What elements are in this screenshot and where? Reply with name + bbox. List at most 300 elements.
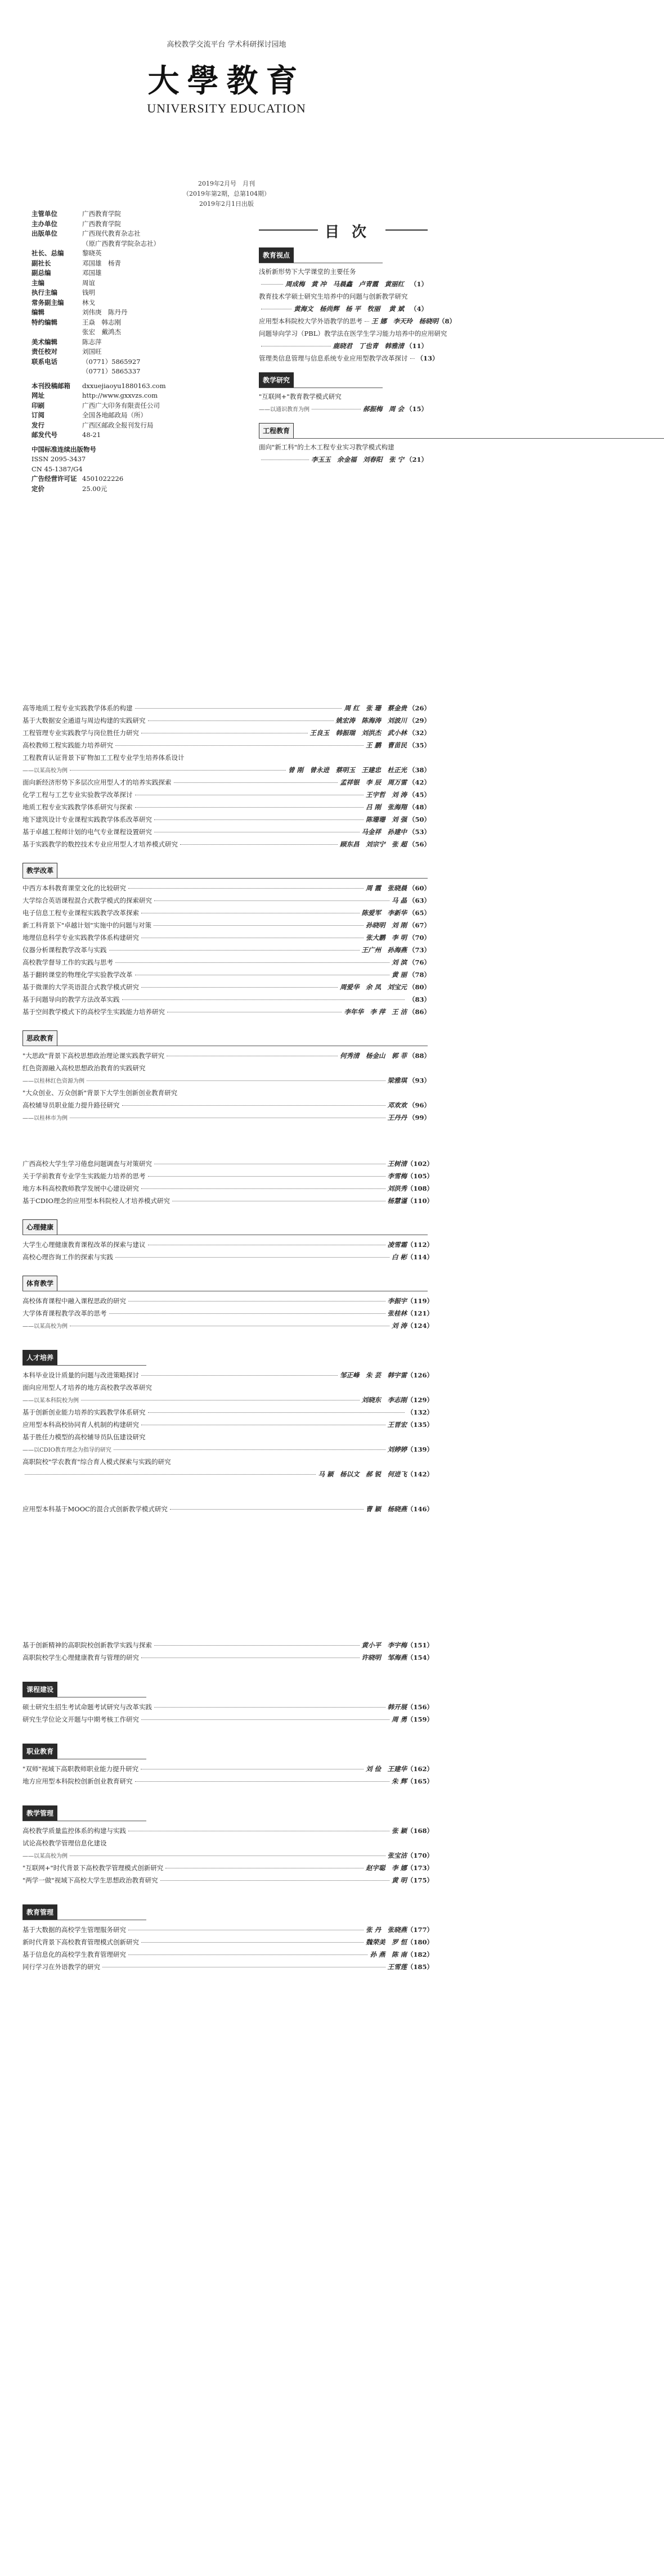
toc-entry-page: （86） bbox=[408, 1008, 430, 1016]
leader-dots bbox=[115, 1257, 389, 1258]
toc-entry-page: （165） bbox=[407, 1777, 434, 1785]
toc-entry-author: 凌雪霜 bbox=[387, 1241, 407, 1249]
toc-entry-page: （78） bbox=[408, 971, 430, 979]
toc-entry-page: （185） bbox=[407, 1963, 434, 1971]
toc-entry-page: （8） bbox=[438, 317, 456, 325]
toc-entry-page: （126） bbox=[407, 1371, 434, 1379]
toc-entry-author: 陈爱军 李新华 bbox=[361, 909, 407, 917]
toc-entry-author: 曹 颖 杨晓燕 bbox=[365, 1505, 407, 1513]
toc-entry-page: （114） bbox=[407, 1253, 434, 1261]
masthead-row bbox=[32, 249, 200, 259]
toc-entry[interactable] bbox=[23, 839, 430, 849]
toc-entry-title: 地方本科高校教师教学发展中心建设研究 bbox=[23, 1185, 139, 1192]
toc-entry-title: 基于创新精神的高职院校创新教学实践与探索 bbox=[23, 1641, 152, 1649]
toc-entry-author: 李振宇 bbox=[387, 1297, 407, 1305]
toc-entry-title: 化学工程与工艺专业实验教学改革探讨 bbox=[23, 791, 133, 799]
toc-entry[interactable] bbox=[259, 404, 428, 414]
masthead-value: 刘国旺 bbox=[82, 348, 102, 355]
masthead-label: 特约编辑 bbox=[32, 318, 57, 326]
section-tag: 教学研究 bbox=[259, 372, 294, 388]
toc-entry[interactable] bbox=[23, 1051, 430, 1061]
toc-entry-title: 本科毕业设计质量的问题与改进策略探讨 bbox=[23, 1371, 139, 1379]
toc-entry[interactable] bbox=[259, 279, 428, 289]
toc-entry[interactable] bbox=[259, 291, 428, 301]
section-tag: 课程建设 bbox=[23, 1682, 57, 1697]
toc-entry-author: 马 晶 bbox=[391, 897, 407, 904]
masthead-label: 责任校对 bbox=[32, 348, 57, 355]
toc-entry[interactable] bbox=[23, 994, 430, 1005]
masthead-value: 林戈 bbox=[82, 298, 95, 307]
toc-entry-author: 曾 刚 曾永进 蔡明玉 王建忠 杜正光 bbox=[288, 766, 407, 774]
toc-entry[interactable] bbox=[23, 1159, 434, 1169]
journal-title-en: UNIVERSITY EDUCATION bbox=[147, 101, 306, 115]
toc-entry-author: 黄 明 bbox=[391, 1876, 407, 1884]
leader-dots bbox=[109, 1313, 385, 1314]
leader-dots bbox=[25, 1474, 316, 1475]
toc-entry[interactable] bbox=[23, 802, 430, 812]
toc-entry-page: （112） bbox=[407, 1241, 434, 1249]
issue-line: 2019年2月1日出版 bbox=[199, 200, 254, 208]
toc-entry[interactable] bbox=[259, 316, 456, 326]
toc-entry-page: （135） bbox=[407, 1421, 434, 1429]
toc-entry-title: 基于CDIO理念的应用型本科院校人才培养模式研究 bbox=[23, 1197, 170, 1205]
toc-entry-author: 王 鹏 曹苗民 bbox=[365, 741, 407, 749]
toc-entry-title: 新工科背景下"卓越计划"实施中的问题与对策 bbox=[23, 921, 152, 929]
masthead-row bbox=[32, 381, 200, 391]
toc-entry-author: 李年华 李 萍 王 洁 bbox=[344, 1008, 407, 1016]
toc-entry[interactable] bbox=[259, 442, 428, 452]
masthead-row bbox=[32, 278, 200, 289]
masthead-label: 美术编辑 bbox=[32, 337, 57, 346]
toc-entry[interactable] bbox=[23, 933, 430, 943]
toc-entry-page: （60） bbox=[408, 884, 430, 892]
masthead-value: 全国各地邮政局（所） bbox=[82, 411, 147, 419]
ad-license-row bbox=[32, 474, 200, 484]
leader-dots bbox=[154, 1707, 385, 1708]
toc-entry-page: （154） bbox=[407, 1654, 434, 1661]
toc-entry-author: 鹿晓君 丁也青 韩雅清 bbox=[333, 342, 404, 350]
toc-entry-page: （76） bbox=[408, 958, 430, 966]
toc-entry[interactable] bbox=[23, 790, 430, 800]
toc-entry-author: 杨慧谨 bbox=[387, 1197, 407, 1205]
toc-entry-page: （88） bbox=[408, 1052, 430, 1060]
toc-entry-title: 大学体育课程教学改革的思考 bbox=[23, 1309, 107, 1317]
toc-entry[interactable] bbox=[23, 1075, 430, 1086]
toc-entry-page: （182） bbox=[407, 1951, 434, 1958]
toc-entry[interactable] bbox=[23, 1444, 434, 1454]
toc-entry-title: ——以某高校为例 bbox=[23, 768, 68, 774]
toc-entry-title: 基于实践教学的数控技术专业应用型人才培养模式研究 bbox=[23, 840, 178, 848]
toc-entry-page: （146） bbox=[407, 1505, 434, 1513]
toc-entry[interactable] bbox=[23, 1850, 434, 1861]
toc-entry-author: 黄海文 杨尚辉 杨 平 牧丽 黄 斌 bbox=[293, 305, 404, 313]
toc-entry-author: 马金祥 孙建中 bbox=[361, 828, 407, 836]
toc-entry-title: 大学综合英语课程混合式教学模式的探索研究 bbox=[23, 897, 152, 904]
toc-entry[interactable] bbox=[23, 895, 430, 906]
masthead-label: 副社长 bbox=[32, 259, 51, 267]
toc-entry[interactable] bbox=[23, 1063, 430, 1073]
toc-entry-title: 工程管理专业实践教学与岗位胜任力研究 bbox=[23, 729, 139, 737]
toc-entry-title: 高职院校学生心理健康教育与管理的研究 bbox=[23, 1654, 139, 1661]
toc-entry[interactable] bbox=[23, 1100, 430, 1110]
toc-entry-author: 王广州 孙海燕 bbox=[361, 946, 407, 954]
toc-entry[interactable] bbox=[23, 1171, 434, 1181]
toc-entry[interactable] bbox=[23, 1395, 434, 1405]
toc-entry-author: 张 丹 张晓燕 bbox=[365, 1926, 407, 1934]
toc-entry-page: （35） bbox=[408, 741, 430, 749]
toc-entry-author: 白 彬 bbox=[391, 1253, 407, 1261]
toc-entry-title: 基于翻转课堂的物理化学实验教学改革 bbox=[23, 971, 133, 979]
masthead-label: 主管单位 bbox=[32, 210, 57, 218]
toc-entry[interactable] bbox=[23, 1321, 434, 1331]
toc-entry[interactable] bbox=[259, 267, 428, 277]
toc-entry[interactable] bbox=[23, 728, 430, 738]
toc-entry-title: 高校心理咨询工作的探索与实践 bbox=[23, 1253, 113, 1261]
toc-entry[interactable] bbox=[23, 1640, 434, 1650]
toc-entry-title: 研究生学位论文开题与中期考核工作研究 bbox=[23, 1715, 139, 1723]
toc-entry-page: （11） bbox=[405, 342, 428, 350]
leader-dots bbox=[160, 1880, 389, 1881]
toc-entry[interactable] bbox=[259, 341, 428, 351]
toc-entry[interactable] bbox=[23, 1308, 434, 1318]
toc-entry[interactable] bbox=[23, 1113, 430, 1123]
leader-dots bbox=[141, 987, 338, 988]
toc-entry-title: 高等地质工程专业实践教学体系的构建 bbox=[23, 704, 133, 712]
toc-entry-title: 应用型本科高校协同育人机制的构建研究 bbox=[23, 1421, 139, 1429]
toc-entry-page: （53） bbox=[408, 828, 430, 836]
toc-entry[interactable] bbox=[23, 1925, 434, 1935]
masthead-label: 网址 bbox=[32, 391, 44, 399]
section-tag: 职业教育 bbox=[23, 1744, 57, 1759]
toc-entry[interactable] bbox=[23, 1863, 434, 1873]
toc-entry-author: 孙晓明 刘 刚 bbox=[365, 921, 407, 929]
toc-entry-title: 仪器分析课程教学改革与实践 bbox=[23, 946, 107, 954]
leader-dots bbox=[154, 819, 364, 820]
toc-entry-author: 梁雅琪 bbox=[387, 1077, 407, 1084]
toc-entry-author: 顾东昌 刘宗宁 张 超 bbox=[339, 840, 407, 848]
masthead-label bbox=[32, 367, 82, 377]
toc-entry-page: （151） bbox=[407, 1641, 434, 1649]
toc-entry-author: 郝振梅 周 会 bbox=[362, 405, 404, 413]
masthead-value: 广西现代教育杂志社 bbox=[82, 229, 141, 237]
toc-entry-title: 地质工程专业实践教学体系研究与探索 bbox=[23, 803, 133, 811]
toc-entry[interactable] bbox=[23, 1838, 430, 1848]
toc-entry-page: （67） bbox=[408, 921, 430, 929]
toc-entry-title: 大学生心理健康教育课程改革的探索与建议 bbox=[23, 1241, 146, 1249]
toc-entry[interactable] bbox=[23, 1702, 434, 1712]
masthead-label: 邮发代号 bbox=[32, 431, 57, 439]
section-tag: 人才培养 bbox=[23, 1350, 57, 1366]
toc-entry[interactable] bbox=[23, 765, 430, 775]
masthead-value: 广西广大印务有限责任公司 bbox=[82, 401, 160, 409]
section-tag: 教育视点 bbox=[259, 247, 294, 263]
toc-entry-title: 浅析新形势下大学课堂的主要任务 bbox=[259, 268, 356, 276]
toc-entry[interactable] bbox=[23, 1432, 430, 1442]
toc-entry[interactable] bbox=[23, 740, 430, 750]
masthead-label: 出版单位 bbox=[32, 229, 57, 237]
toc-entry[interactable] bbox=[259, 391, 428, 402]
toc-entry[interactable] bbox=[23, 1420, 434, 1430]
toc-entry-author: 黄小平 李宇梅 bbox=[361, 1641, 407, 1649]
toc-entry-author: 刘 涛 bbox=[391, 1322, 407, 1330]
toc-entry-page: （70） bbox=[408, 934, 430, 942]
toc-entry[interactable] bbox=[23, 982, 430, 992]
toc-entry-author: 刘 俭 王建华 bbox=[365, 1765, 407, 1773]
masthead-value: 黎晓英 bbox=[82, 249, 102, 257]
toc-entry[interactable] bbox=[23, 970, 430, 980]
toc-entry-page: （73） bbox=[408, 946, 430, 954]
toc-entry-title: ——以桂林市为例 bbox=[23, 1115, 68, 1122]
toc-entry-title: 问题导向学习（PBL）教学法在医学生学习能力培养中的应用研究 bbox=[259, 330, 447, 337]
toc-entry-title: "互联网+"时代背景下高校教学管理模式创新研究 bbox=[23, 1864, 164, 1872]
masthead-label: 主编 bbox=[32, 278, 44, 287]
toc-entry-title: 红色资源融入高校思想政治教育的实践研究 bbox=[23, 1064, 146, 1072]
toc-entry-page: （142） bbox=[407, 1470, 434, 1478]
masthead-label: 主办单位 bbox=[32, 219, 57, 228]
issue-line: （2019年第2期，总第104期） bbox=[183, 190, 270, 197]
price-row bbox=[32, 484, 200, 494]
masthead-value: （原广西教育学院杂志社） bbox=[82, 239, 160, 247]
toc-entry-page: （99） bbox=[408, 1114, 430, 1122]
toc-entry-page: （21） bbox=[405, 456, 428, 463]
leader-dots bbox=[135, 708, 342, 709]
toc-entry-title: 关于学前教育专业学生实践能力培养的思考 bbox=[23, 1172, 146, 1180]
leader-dots bbox=[70, 770, 286, 771]
leader-dots bbox=[128, 1954, 367, 1955]
masthead-row bbox=[32, 337, 200, 348]
toc-entry-title: "大思政"背景下高校思想政治理论课实践教学研究 bbox=[23, 1052, 165, 1060]
section-tag: 教育管理 bbox=[23, 1904, 57, 1920]
toc-entry[interactable] bbox=[23, 1764, 434, 1774]
toc-entry-page: （4） bbox=[410, 305, 428, 313]
masthead-code: CN 45-1387/G4 bbox=[32, 465, 83, 473]
toc-entry[interactable] bbox=[23, 814, 430, 825]
toc-entry-author: 王良玉 韩振瑞 刘洪杰 武小林 bbox=[309, 729, 407, 737]
toc-entry-title: 同行学习在外语教学的研究 bbox=[23, 1963, 100, 1971]
masthead-value: 广西教育学院 bbox=[82, 210, 121, 218]
toc-entry-author: 张桂林 bbox=[387, 1309, 407, 1317]
toc-entry[interactable] bbox=[23, 945, 430, 955]
toc-entry[interactable] bbox=[23, 703, 430, 713]
toc-entry-title: ——以某本科院校为例 bbox=[23, 1398, 79, 1404]
toc-entry-author: 王雪莲 bbox=[387, 1963, 407, 1971]
toc-entry-author: 王晋宏 bbox=[387, 1421, 407, 1429]
toc-entry-title: ——以某高校为例 bbox=[23, 1853, 68, 1859]
toc-entry[interactable] bbox=[23, 753, 430, 763]
toc-entry-page: （32） bbox=[408, 729, 430, 737]
masthead-row bbox=[32, 318, 200, 328]
toc-entry-page: （180） bbox=[407, 1938, 434, 1946]
toc-entry-page: （48） bbox=[408, 803, 430, 811]
toc-entry[interactable] bbox=[23, 1457, 430, 1467]
toc-entry-author: 李雪梅 bbox=[387, 1172, 407, 1180]
toc-entry[interactable] bbox=[23, 883, 430, 893]
section-rule bbox=[23, 1365, 146, 1366]
masthead-value: 广西区邮政全报刊发行局 bbox=[82, 421, 154, 429]
masthead-label: 执行主编 bbox=[32, 289, 57, 296]
leader-dots bbox=[114, 1449, 385, 1450]
toc-entry-title: ——以通识教育为例 bbox=[259, 407, 309, 413]
toc-entry-title: 基于信息化的高校学生教育管理研究 bbox=[23, 1951, 126, 1958]
toc-entry[interactable] bbox=[23, 1196, 434, 1206]
leader-dots bbox=[128, 888, 364, 889]
leader-dots bbox=[148, 720, 334, 721]
toc-entry-page: （132） bbox=[407, 1408, 434, 1416]
leader-dots bbox=[122, 1105, 385, 1106]
toc-entry-page: （26） bbox=[408, 704, 430, 712]
toc-entry-author: 姚宏涛 陈海涛 刘波川 bbox=[335, 717, 407, 724]
leader-dots bbox=[148, 1176, 385, 1177]
toc-entry[interactable] bbox=[23, 1382, 430, 1393]
leader-dots bbox=[365, 321, 369, 322]
toc-heading bbox=[259, 218, 428, 241]
toc-entry-author: 刘婷婷 bbox=[387, 1445, 407, 1453]
toc-entry[interactable] bbox=[23, 957, 430, 967]
toc-entry[interactable] bbox=[23, 1504, 434, 1514]
masthead-value: 48-21 bbox=[82, 431, 101, 439]
leader-dots bbox=[135, 1781, 389, 1782]
toc-entry-title: 基于大数据安全通道与周边构建的实践研究 bbox=[23, 717, 146, 724]
toc-entry-title: 基于大数据的高校学生管理服务研究 bbox=[23, 1926, 126, 1934]
toc-entry-page: （93） bbox=[408, 1077, 430, 1084]
toc-entry-author: 许晓明 邹海燕 bbox=[361, 1654, 407, 1661]
toc-entry[interactable] bbox=[23, 1407, 434, 1417]
toc-entry-title: 中西方本科教育课堂文化的比较研究 bbox=[23, 884, 126, 892]
toc-entry-page: （38） bbox=[408, 766, 430, 774]
toc-entry[interactable] bbox=[23, 1949, 434, 1960]
toc-entry[interactable] bbox=[23, 715, 430, 726]
toc-entry[interactable] bbox=[23, 1714, 434, 1724]
toc-entry-page: （129） bbox=[407, 1396, 434, 1404]
toc-entry-author: 孟祥银 李 辰 周万雷 bbox=[339, 778, 407, 786]
toc-entry[interactable] bbox=[259, 454, 428, 465]
toc-entry-page: （139） bbox=[407, 1445, 434, 1453]
leader-dots bbox=[141, 1375, 338, 1376]
toc-entry[interactable] bbox=[23, 1088, 430, 1098]
toc-entry-page: （83） bbox=[408, 996, 430, 1003]
toc-entry[interactable] bbox=[259, 328, 447, 339]
masthead-label: 本刊投稿邮箱 bbox=[32, 381, 70, 390]
toc-entry-title: 面向"新工科"的土木工程专业实习教学模式构建 bbox=[259, 443, 394, 451]
masthead-label: 常务副主编 bbox=[32, 298, 64, 307]
toc-entry-author: 吕 刚 张海翔 bbox=[365, 803, 407, 811]
toc-entry-title: 基于问题导向的教学方法改革实践 bbox=[23, 996, 120, 1003]
toc-entry[interactable] bbox=[23, 1652, 434, 1663]
toc-entry-title: 应用型本科院校大学外语教学的思考 bbox=[259, 317, 362, 325]
masthead-value: 邓国雄 bbox=[82, 269, 102, 277]
masthead-row bbox=[32, 209, 200, 219]
masthead-row bbox=[32, 219, 200, 229]
toc-entry-title: 管理类信息管理与信息系统专业应用型教学改革探讨 bbox=[259, 354, 408, 362]
toc-entry[interactable] bbox=[23, 777, 430, 787]
toc-entry-title: 高校体育课程中融入课程思政的研究 bbox=[23, 1297, 126, 1305]
toc-entry[interactable] bbox=[23, 1962, 434, 1972]
leader-dots bbox=[141, 1188, 385, 1189]
toc-entry-title: "大众创业、万众创新"背景下大学生创新创业教育研究 bbox=[23, 1089, 178, 1097]
toc-entry-page: （124） bbox=[407, 1322, 434, 1330]
toc-entry-page: （42） bbox=[408, 778, 430, 786]
toc-entry-author: 周爱华 余 凤 刘宝元 bbox=[339, 983, 407, 991]
section-rule bbox=[259, 438, 664, 439]
toc-entry-author: 王丹丹 bbox=[387, 1114, 407, 1122]
toc-entry-page: （173） bbox=[407, 1864, 434, 1872]
section-tag: 思政教育 bbox=[23, 1030, 57, 1046]
toc-entry-page: （29） bbox=[408, 717, 430, 724]
toc-entry[interactable] bbox=[23, 1183, 434, 1194]
masthead-value: dxxuejiaoyu1880163.com bbox=[82, 381, 166, 390]
masthead-code: ISSN 2095-3437 bbox=[32, 455, 86, 463]
toc-entry-page: （63） bbox=[408, 897, 430, 904]
toc-entry[interactable] bbox=[259, 304, 428, 314]
masthead-value: 张宏 戴鸿杰 bbox=[82, 328, 121, 336]
masthead-row bbox=[32, 288, 200, 298]
toc-entry-author: 周成梅 黄 冲 马晨鑫 卢青霞 黄丽红 bbox=[285, 280, 404, 288]
toc-entry[interactable] bbox=[23, 920, 430, 930]
toc-entry-page: （156） bbox=[407, 1703, 434, 1711]
toc-entry[interactable] bbox=[23, 1007, 430, 1017]
leader-dots bbox=[410, 358, 415, 359]
toc-entry-author: 刘洪秀 bbox=[387, 1185, 407, 1192]
toc-entry[interactable] bbox=[23, 1296, 434, 1306]
toc-entry[interactable] bbox=[23, 1937, 434, 1947]
toc-entry[interactable] bbox=[23, 1370, 434, 1380]
price-value: 25.00元 bbox=[82, 484, 107, 493]
section-rule bbox=[23, 878, 428, 879]
toc-entry-author: 王树清 bbox=[387, 1160, 407, 1168]
toc-entry-title: 基于微课的大学英语混合式教学模式研究 bbox=[23, 983, 139, 991]
toc-entry-page: （80） bbox=[408, 983, 430, 991]
toc-entry[interactable] bbox=[23, 1469, 434, 1479]
toc-entry[interactable] bbox=[23, 908, 430, 918]
toc-entry-title: 基于胜任力模型的高校辅导员队伍建设研究 bbox=[23, 1433, 146, 1441]
toc-entry-author: 朱 辉 bbox=[391, 1777, 407, 1785]
masthead-row bbox=[32, 239, 200, 249]
leader-dots bbox=[180, 844, 338, 845]
toc-entry[interactable] bbox=[23, 1252, 434, 1262]
toc-entry-title: 高职院校"学农教育"综合育人模式探索与实践的研究 bbox=[23, 1458, 171, 1466]
toc-entry[interactable] bbox=[23, 1875, 434, 1885]
toc-entry-title: 教育技术学硕士研究生培养中的问题与创新教学研究 bbox=[259, 292, 408, 300]
toc-entry-author: 马 颖 杨以文 郝 锐 何进飞 bbox=[318, 1470, 407, 1478]
masthead-row bbox=[32, 430, 200, 440]
masthead-row bbox=[32, 401, 200, 411]
toc-entry[interactable] bbox=[23, 827, 430, 837]
toc-entry[interactable] bbox=[23, 1826, 434, 1836]
toc-entry-author: 张大鹏 李 明 bbox=[365, 934, 407, 942]
masthead-label bbox=[32, 327, 82, 337]
toc-entry-title: 高校教师工程实践能力培养研究 bbox=[23, 741, 113, 749]
toc-entry-author: 魏荣美 罗 恒 bbox=[365, 1938, 407, 1946]
masthead-label: 印刷 bbox=[32, 401, 44, 409]
toc-entry-author: 邓欢欢 bbox=[387, 1101, 407, 1109]
masthead-row bbox=[32, 411, 200, 421]
toc-entry-title: 高校教学质量监控体系的构建与实践 bbox=[23, 1827, 126, 1835]
toc-entry[interactable] bbox=[259, 353, 439, 363]
toc-entry[interactable] bbox=[23, 1776, 434, 1786]
masthead-value: 周谊 bbox=[82, 278, 95, 287]
toc-entry[interactable] bbox=[23, 1240, 434, 1250]
toc-entry-title: ——以桂林红色资源为例 bbox=[23, 1078, 84, 1084]
toc-entry-page: （110） bbox=[407, 1197, 434, 1205]
masthead-row bbox=[32, 327, 200, 337]
masthead-label: 副总编 bbox=[32, 269, 51, 277]
masthead-row bbox=[32, 259, 200, 269]
masthead-label: 订阅 bbox=[32, 411, 44, 419]
masthead-label: 社长、总编 bbox=[32, 249, 64, 257]
toc-entry-author: 王 娜 李天玲 杨晓明 bbox=[371, 317, 439, 325]
toc-entry-page: （45） bbox=[408, 791, 430, 799]
masthead-row bbox=[32, 421, 200, 431]
